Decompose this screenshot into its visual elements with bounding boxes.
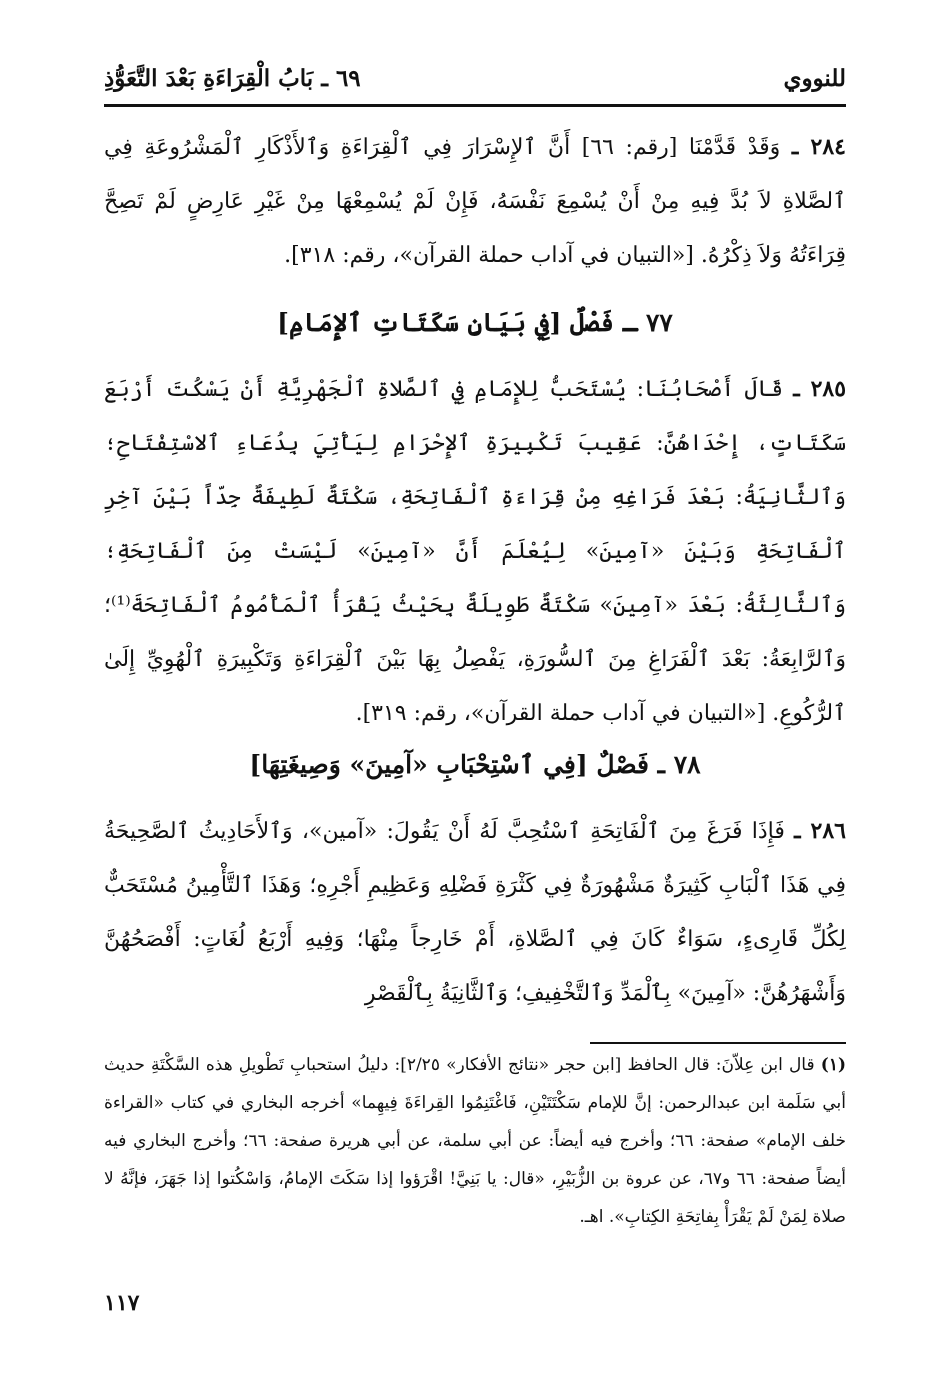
paragraph-text: قَالَ أَصْحَابُنَا: يُسْتَحَبُّ لِلإِمَامِ فِي ٱلصَّلاةِ ٱلْجَهْرِيَّةِ أَنْ يَسْكُتَ أَرْبَعَ سَكَتَاتٍ، إِحْدَاهُنَّ: عَقِيبَ تَكْبِيرَةِ ٱلإِحْرَامِ لِيَأْتِيَ بِدُعَاءِ ٱلاسْتِفْتَاحِ؛ وَٱلثَّانِيَةُ: بَعْدَ فَرَاغِهِ مِنْ قِرَاءَةِ ٱلْفَاتِحَةِ، سَكْتَةٌ لَطِيفَةٌ جِدّاً بَيْنَ آخِرِ ٱلْفَاتِحَةِ وَبَيْنَ «آمِينَ» لِيُعْلَمَ أَنَّ «آمِينَ» لَيْسَتْ مِنَ ٱلْفَاتِحَةِ؛ وَٱلثَّالِثَةُ: بَعْدَ «آمِينَ» سَكْتَةٌ طَوِيلَةٌ بِحَيْثُ يَقْرَأُ ٱلْمَأْمُومُ ٱلْفَاتِحَةَ⁽¹⁾؛ وَٱلرَّابِعَةُ: بَعْدَ ٱلْفَرَاغِ مِنَ ٱلسُّورَةِ، يَفْصِلُ بِهَا بَيْنَ ٱلْقِرَاءَةِ وَتَكْبِيرَةِ ٱلْهُوِيِّ إِلَىٰ ٱلرُّكُوعِ. [«التبيان في آداب حملة القرآن»، رقم: ٣١٩]. [104,377,847,726]
section-heading-77: ٧٧ ـ فَصْلٌ [فِي بَيَانِ سَكَتَاتِ ٱلإِمَامِ] [277,308,673,337]
header-rule [104,104,846,107]
paragraph-number: ٢٨٤ ـ [791,134,846,160]
section-heading-78: ٧٨ ـ فَصْلٌ [فِي ٱسْتِحْبَابِ «آمِينَ» وَصِيغَتِهَا] [249,750,701,779]
paragraph-text: فَإِذَا فَرَغَ مِنَ ٱلْفَاتِحَةِ ٱسْتُحِبَّ لَهُ أَنْ يَقُولَ: «آمين»، وَٱلأَحَادِيثُ ٱلصَّحِيحَةُ فِي هَذَا ٱلْبَابِ كَثِيرَةٌ مَشْهُورَةٌ فِي كَثْرَةِ فَضْلِهِ وَعَظِيمِ أَجْرِهِ؛ وَهَذَا ٱلتَّأْمِينُ مُسْتَحَبٌّ لِكُلِّ قَارِىءٍ، سَوَاءٌ كَانَ فِي ٱلصَّلاةِ، أَمْ خَارِجاً مِنْهَا؛ وَفِيهِ أَرْبَعُ لُغَاتٍ: أَفْصَحُهُنَّ وَأَشْهَرُهُنَّ: «آمِينَ» بِٱلْمَدِّ وَٱلتَّخْفِيفِ؛ وَٱلثَّانِيَةُ بِٱلْقَصْرِ [104,819,846,1006]
paragraph-286 [104,804,846,1021]
footnote-text: قال ابن عِلاّنَ: قال الحافظ [ابن حجر «نتائج الأفكار» ٢/٢٥]: دليلُ استحبابِ تَطْويلِ هذه السَّكْتَةِ حديث أبي سَلَمة ابن عبدالرحمن: إنَّ للإمام سَكْتَتَيْنِ، فَاغْتَنِمُوا القِراءَةَ فِيهِما» أخرجه البخاري في كتاب «القراءة خلف الإمام» صفحة: ٦٦؛ وأخرج فيه أيضاً: عن أبي سلمة، عن أبي هريرة صفحة: ٦٦؛ وأخرج البخاري فيه أيضاً صفحة: ٦٦ و٦٧، عن عروة بن الزُّبَيْرِ، «قال: يا بَنِيَّ! اقْرَؤوا إذا سَكَتَ الإمامُ، وَاسْكُتوا إذا جَهَرَ، فإنَّهُ لا صلاة لِمَنْ لَمْ يَقْرَأْ بِفاتِحَةِ الكِتابِ». اهـ. [104,1055,847,1227]
footnote-rule [590,1042,846,1044]
paragraph-number: ٢٨٦ ـ [794,818,846,844]
footnote [104,1046,846,1236]
paragraph-285 [104,362,846,741]
footnote-number: (١) [820,1055,846,1075]
page-number: ١١٧ [104,1290,140,1316]
paragraph-number: ٢٨٥ ـ [793,376,847,402]
paragraph-284 [104,120,846,283]
header-author: للنووي [783,65,846,92]
paragraph-text: وَقَدْ قَدَّمْنَا [رقم: ٦٦] أَنَّ ٱلإِسْرَارَ فِي ٱلْقِرَاءَةِ وَٱلأَذْكَارِ ٱلْمَشْرُوعَةِ فِي ٱلصَّلاةِ لاَ بُدَّ فِيهِ مِنْ أَنْ يُسْمِعَ نَفْسَهُ، فَإِنْ لَمْ يُسْمِعْهَا مِنْ غَيْرِ عَارِضٍ لَمْ تَصِحَّ قِرَاءَتُهُ وَلاَ ذِكْرُهُ. [«التبيان في آداب حملة القرآن»، رقم: ٣١٨]. [104,135,846,268]
running-header [104,52,846,92]
header-chapter: ٦٩ ـ بَابُ الْقِرَاءَةِ بَعْدَ التَّعَوُّذِ [104,65,361,92]
